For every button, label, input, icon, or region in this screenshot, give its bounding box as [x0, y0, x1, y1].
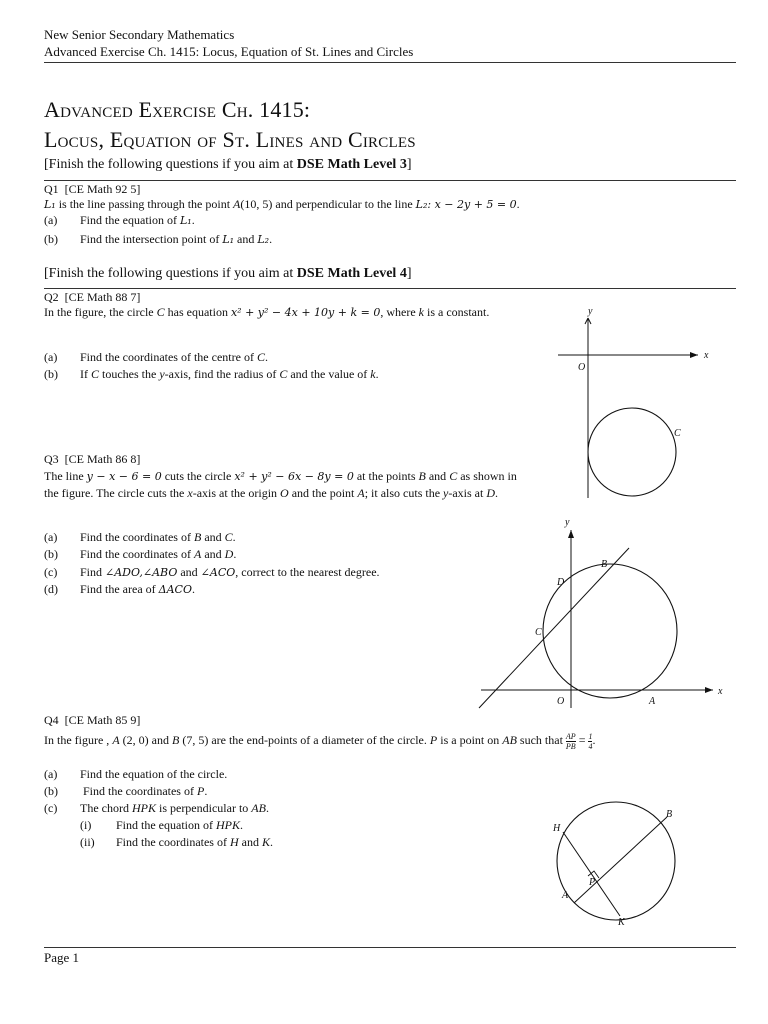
q3-label-d: D [557, 577, 565, 588]
q1-stem-end: . [516, 197, 520, 211]
fraction-denominator: 4 [588, 741, 593, 751]
q4-heading [44, 712, 140, 728]
q3-text: The line [44, 469, 87, 483]
part-text: Find the coordinates of [116, 835, 230, 849]
part-tag: (d) [44, 582, 58, 596]
angle-aco: ∠ACO [200, 566, 236, 579]
part-text: -axis, find the radius of [164, 367, 280, 381]
q3-x-arrow [705, 687, 713, 693]
header-rule [44, 62, 736, 63]
q4-part-c-i [80, 817, 243, 833]
q3-y-arrow [568, 530, 574, 538]
part-end: . [269, 232, 273, 246]
q2-heading [44, 289, 140, 305]
point-b: B [193, 530, 202, 544]
section-rule-level-4 [44, 288, 736, 289]
part-end: , correct to the nearest degree. [235, 565, 380, 579]
part-text: and [201, 547, 225, 561]
part-end: . [232, 530, 236, 544]
q3-text: -axis at the origin [192, 486, 281, 500]
math-l1: L₁ [222, 233, 235, 246]
point-c: C [449, 469, 458, 483]
q3-source: [CE Math 86 8] [64, 452, 141, 466]
chord-hpk: HPK [215, 818, 240, 832]
q2-label-x: x [704, 350, 709, 361]
q3-text: as shown in [457, 469, 517, 483]
instruction-end: ] [406, 157, 412, 172]
angles: ∠ADO,∠ABO [105, 566, 178, 579]
footer-rule [44, 947, 736, 948]
q4-label-p: P [589, 877, 596, 888]
q4-figure [540, 790, 690, 930]
axis-y: y [159, 367, 165, 381]
circle-equation: x² + y² − 6x − 8y = 0 [234, 470, 354, 483]
part-tag: (c) [44, 565, 58, 579]
math-l2: L₂ [257, 233, 270, 246]
instruction-level: DSE Math Level 3 [296, 157, 407, 172]
constant-k: k [370, 367, 376, 381]
point-c: C [224, 530, 233, 544]
part-text: Find the coordinates of [80, 530, 194, 544]
point-k: K [261, 835, 270, 849]
q4-diameter-ab [574, 817, 667, 903]
part-end: . [233, 547, 237, 561]
q1-stem [44, 196, 520, 213]
part-text: Find the coordinates of the centre of [80, 350, 257, 364]
q3-part-b [44, 546, 236, 562]
q4-source: [CE Math 85 9] [64, 713, 141, 727]
q4-part-b [44, 783, 207, 799]
q2-part-b [44, 366, 379, 382]
part-tag: (a) [44, 350, 58, 364]
instruction-text: [Finish the following questions if you aim at [44, 157, 297, 172]
constant-k: k [418, 305, 424, 319]
q3-label-a: A [649, 696, 656, 707]
part-text: and the value of [287, 367, 371, 381]
q1-label: Q1 [44, 182, 59, 196]
part-end: . [375, 367, 379, 381]
point-p: P [196, 784, 205, 798]
line-equation: y − x − 6 = 0 [86, 470, 162, 483]
q3-label-o: O [557, 696, 565, 707]
q3-part-a [44, 529, 236, 545]
instruction-level-4 [44, 266, 412, 282]
point-a: A [357, 486, 365, 500]
part-end: . [264, 350, 268, 364]
part-text: The chord [80, 801, 132, 815]
axis-x: x [187, 486, 193, 500]
part-text: Find [80, 565, 106, 579]
part-text: Find the coordinates of [80, 547, 194, 561]
fraction-numerator: AP [565, 731, 576, 741]
q3-part-c [44, 564, 380, 581]
part-end: . [239, 818, 243, 832]
q1-heading [44, 181, 140, 197]
point-p: P [429, 733, 438, 747]
instruction-level-3 [44, 157, 412, 173]
part-tag: (a) [44, 213, 58, 227]
part-text: Find the equation of the circle. [80, 767, 228, 781]
q2-part-a [44, 349, 268, 365]
q2-stem [44, 304, 489, 321]
q3-text: the figure. The circle cuts the [44, 486, 188, 500]
q2-figure [550, 300, 730, 500]
fraction-denominator: PB [565, 741, 576, 751]
math-l1: L₁ [179, 214, 192, 227]
instruction-end: ] [406, 266, 412, 281]
part-end: . [204, 784, 208, 798]
part-text: Find the area of [80, 582, 159, 596]
q4-text: . [592, 733, 596, 747]
q1-part-a [44, 212, 195, 229]
q4-text: (7, 5) are the end-points of a diameter of the circle. [179, 733, 430, 747]
circle-c: C [279, 367, 288, 381]
circle-c: C [256, 350, 265, 364]
part-tag: (ii) [80, 835, 95, 849]
q3-label-c: C [535, 627, 542, 638]
section-rule-level-3 [44, 180, 736, 181]
part-tag: (c) [44, 801, 58, 815]
point-a: A [193, 547, 202, 561]
q2-label-c: C [674, 428, 681, 439]
q4-text: is a point on [437, 733, 503, 747]
circle-c: C [156, 305, 165, 319]
math-l1: L₁ [44, 198, 56, 211]
q4-stem [44, 730, 595, 751]
q3-heading [44, 451, 140, 467]
q2-circle [588, 408, 676, 496]
q3-text: and the point [288, 486, 358, 500]
part-tag: (b) [44, 367, 58, 381]
q3-text: at the points [353, 469, 419, 483]
part-end: . [191, 582, 195, 596]
q3-label-y: y [565, 517, 570, 528]
q2-text: is a constant. [424, 305, 490, 319]
q3-figure [475, 510, 730, 710]
part-text: Find the intersection point of [80, 232, 223, 246]
header-course: New Senior Secondary Mathematics [44, 27, 235, 42]
q3-label-b: B [601, 559, 608, 570]
q2-text: has equation [164, 305, 231, 319]
part-tag: (a) [44, 767, 58, 781]
q4-label-b: B [666, 809, 673, 820]
part-tag: (b) [44, 784, 58, 798]
q2-label-y: y [588, 306, 593, 317]
page-title-line2: Locus, Equation of St. Lines and Circles [44, 127, 416, 152]
point-b: B [418, 469, 426, 483]
point-a: A [233, 197, 241, 211]
q3-label: Q3 [44, 452, 59, 466]
q4-label-k: K [618, 917, 625, 928]
q4-text: such that [516, 733, 566, 747]
point-d: D [224, 547, 234, 561]
instruction-level: DSE Math Level 4 [296, 266, 407, 281]
part-text: and [201, 530, 225, 544]
q4-label-h: H [553, 823, 561, 834]
segment-ab: AB [502, 733, 517, 747]
part-text: and [238, 835, 262, 849]
q1-part-b [44, 231, 272, 248]
part-text: is perpendicular to [155, 801, 252, 815]
q1-source: [CE Math 92 5] [64, 182, 141, 196]
q3-stem-line2 [44, 485, 498, 501]
q4-text: In the figure , [44, 733, 113, 747]
q3-label-x: x [718, 686, 723, 697]
point-d: D [486, 486, 496, 500]
axis-y: y [443, 486, 449, 500]
q3-text: and [425, 469, 450, 483]
part-text: Find the equation of [80, 213, 180, 227]
fraction-ap-pb [566, 732, 576, 751]
q3-text: . [495, 486, 499, 500]
q3-stem-line1 [44, 468, 517, 485]
point-b: B [171, 733, 180, 747]
part-end: . [270, 835, 273, 849]
part-end: . [265, 801, 269, 815]
point-o: O [280, 486, 289, 500]
q3-line [479, 548, 629, 708]
math-l2-equation: L₂: x − 2y + 5 = 0 [415, 198, 517, 211]
q1-stem-text: is the line passing through the point [55, 197, 234, 211]
part-tag: (b) [44, 547, 58, 561]
part-tag: (b) [44, 232, 58, 246]
q3-text: ; it also cuts the [364, 486, 444, 500]
q3-part-d [44, 581, 195, 598]
part-tag: (i) [80, 818, 92, 832]
q2-text: , where [380, 305, 419, 319]
q4-text: (2, 0) and [119, 733, 172, 747]
circle-equation: x² + y² − 4x + 10y + k = 0 [230, 306, 381, 319]
part-text: If [80, 367, 91, 381]
q4-part-c-ii [80, 834, 273, 850]
point-h: H [229, 835, 239, 849]
q2-text: In the figure, the circle [44, 305, 157, 319]
page-number: Page 1 [44, 950, 80, 965]
q2-label-o: O [578, 362, 586, 373]
part-end: . [191, 213, 195, 227]
q2-label: Q2 [44, 290, 59, 304]
part-tag: (a) [44, 530, 58, 544]
q1-stem-text2: (10, 5) and perpendicular to the line [240, 197, 416, 211]
equals-sign: = [575, 733, 589, 747]
chord-hpk: HPK [131, 801, 156, 815]
page-title-line1: Advanced Exercise Ch. 1415: [44, 97, 311, 122]
q4-label-a: A [562, 890, 569, 901]
q4-part-c [44, 800, 269, 816]
q3-text: cuts the circle [161, 469, 235, 483]
q3-text: -axis at [448, 486, 487, 500]
q2-x-arrow [690, 352, 698, 358]
triangle-aco: ΔACO [158, 583, 192, 596]
q4-label: Q4 [44, 713, 59, 727]
fraction-numerator: 1 [588, 731, 593, 741]
part-text: and [234, 232, 258, 246]
header-chapter: Advanced Exercise Ch. 1415: Locus, Equation of St. Lines and Circles [44, 44, 414, 59]
part-text: Find the equation of [116, 818, 216, 832]
part-text: and [177, 565, 201, 579]
part-text: touches the [99, 367, 160, 381]
point-a: A [112, 733, 120, 747]
q4-part-a [44, 766, 227, 782]
q4-chord-hpk [563, 832, 620, 916]
circle-c: C [91, 367, 100, 381]
instruction-text: [Finish the following questions if you aim at [44, 266, 297, 281]
q2-source: [CE Math 88 7] [64, 290, 141, 304]
segment-ab: AB [251, 801, 266, 815]
part-text: Find the coordinates of [80, 784, 197, 798]
